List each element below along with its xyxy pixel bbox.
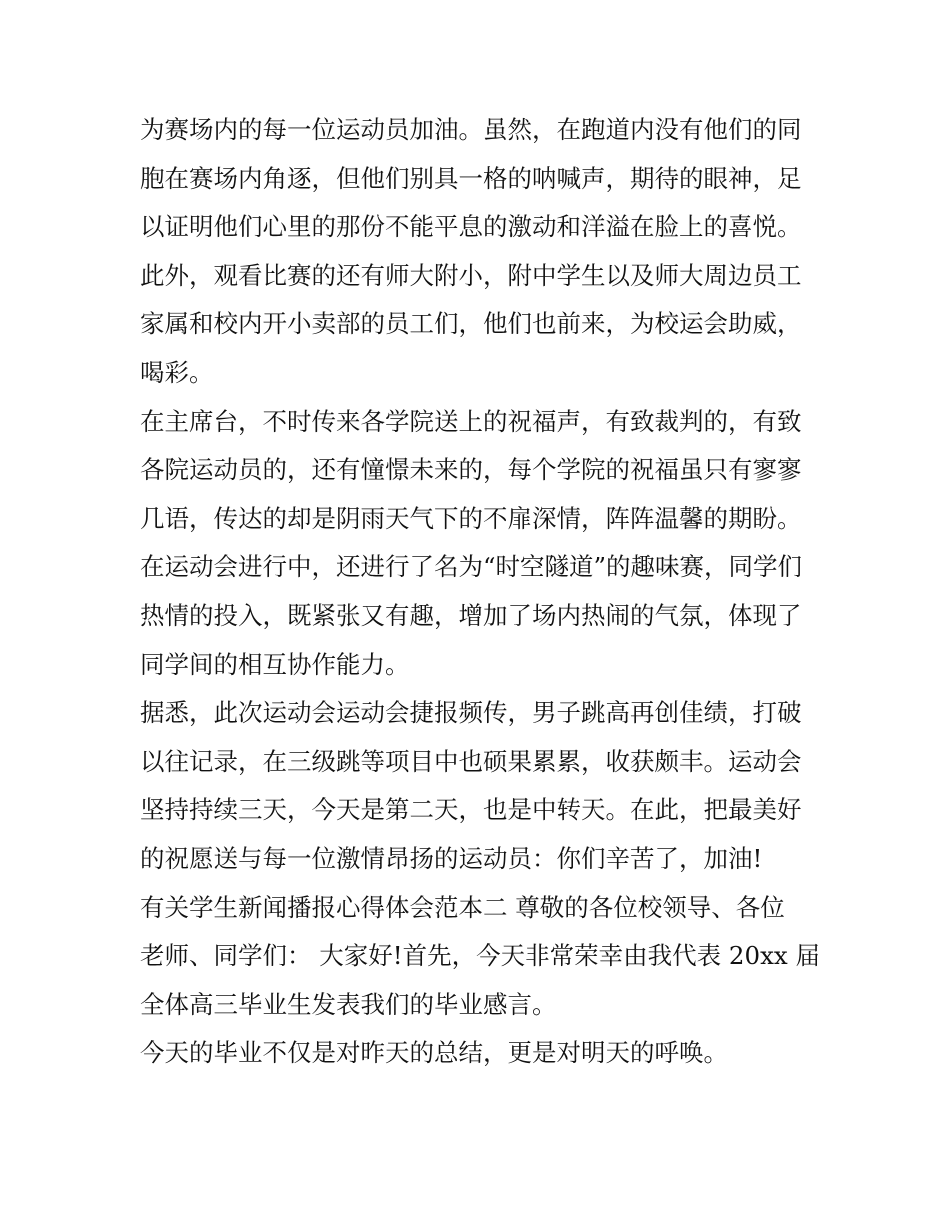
text-line: 据悉，此次运动会运动会捷报频传，男子跳高再创佳绩，打破 bbox=[140, 698, 802, 728]
text-line: 在运动会进行中，还进行了名为“时空隧道”的趣味赛，同学们 bbox=[140, 552, 803, 582]
text-line: 热情的投入，既紧张又有趣，增加了场内热闹的气氛，体现了 bbox=[140, 600, 802, 630]
text-line: 同学间的相互协作能力。 bbox=[140, 649, 410, 679]
text-line: 为赛场内的每一位运动员加油。虽然，在跑道内没有他们的同 bbox=[140, 115, 802, 144]
text-line: 今天的毕业不仅是对昨天的总结，更是对明天的呼唤。 bbox=[140, 1038, 728, 1068]
text-line: 家属和校内开小卖部的员工们，他们也前来，为校运会助威， bbox=[140, 309, 802, 339]
text-line: 老师、同学们： 大家好!首先，今天非常荣幸由我代表 20xx 届 bbox=[140, 941, 821, 971]
document-body bbox=[140, 106, 830, 1078]
text-line: 几语，传达的却是阴雨天气下的不扉深情，阵阵温馨的期盼。 bbox=[140, 503, 802, 533]
text-line: 坚持持续三天，今天是第二天，也是中转天。在此，把最美好 bbox=[140, 795, 802, 825]
text-line: 喝彩。 bbox=[140, 357, 214, 387]
text-line: 有关学生新闻播报心得体会范本二 尊敬的各位校领导、各位 bbox=[140, 892, 785, 922]
text-line: 以往记录，在三级跳等项目中也硕果累累，收获颇丰。运动会 bbox=[140, 746, 802, 776]
text-line: 全体高三毕业生发表我们的毕业感言。 bbox=[140, 989, 557, 1019]
text-line: 各院运动员的，还有憧憬未来的，每个学院的祝福虽只有寥寥 bbox=[140, 455, 802, 485]
text-line: 的祝愿送与每一位激情昂扬的运动员：你们辛苦了，加油! bbox=[140, 843, 763, 873]
text-line: 此外，观看比赛的还有师大附小，附中学生以及师大周边员工 bbox=[140, 260, 802, 290]
text-line: 胞在赛场内角逐，但他们别具一格的呐喊声，期待的眼神，足 bbox=[140, 163, 802, 193]
text-line: 以证明他们心里的那份不能平息的激动和洋溢在脸上的喜悦。 bbox=[140, 212, 802, 242]
text-line: 在主席台，不时传来各学院送上的祝福声，有致裁判的，有致 bbox=[140, 406, 802, 436]
